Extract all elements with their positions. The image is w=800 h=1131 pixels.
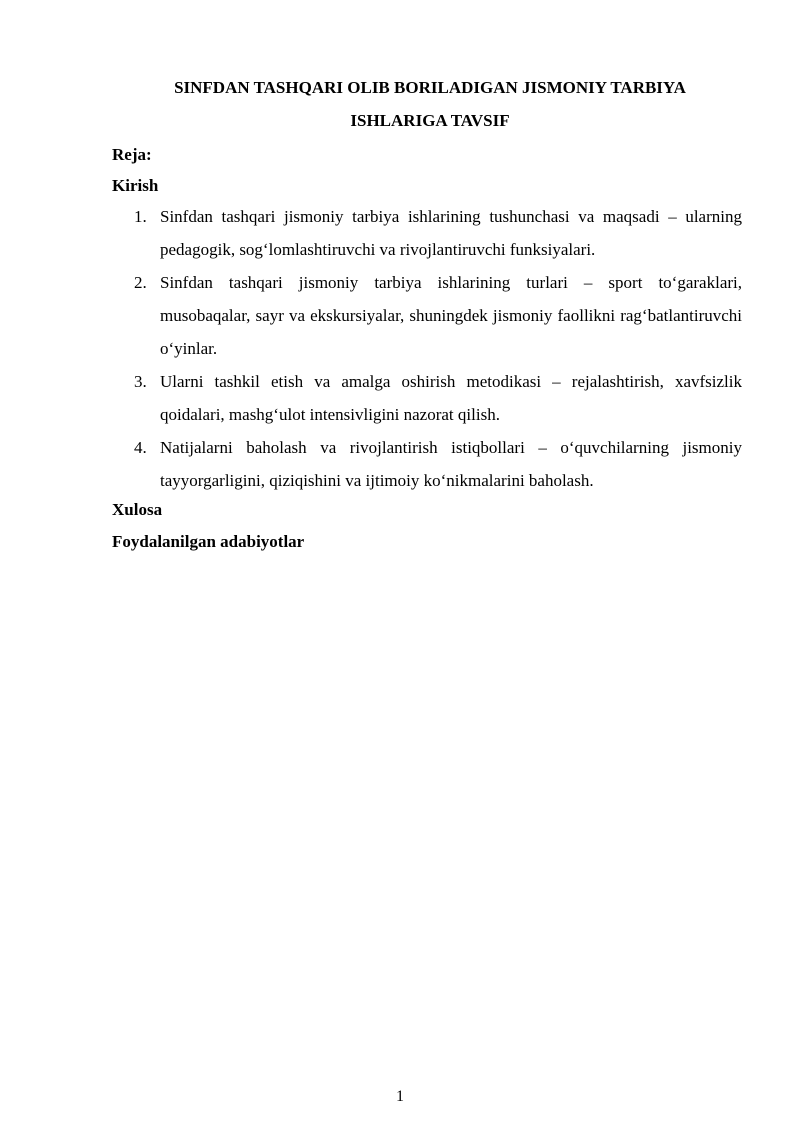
page-number: 1	[396, 1088, 404, 1105]
plan-item-1	[112, 200, 742, 266]
plan-item-3	[112, 365, 742, 431]
document-title	[110, 71, 750, 137]
references-heading: Foydalanilgan adabiyotlar	[112, 532, 305, 551]
title-line-2: ISHLARIGA TAVSIF	[350, 111, 510, 130]
plan-item-text: Sinfdan tashqari jismoniy tarbiya ishlarining turlari – sport to‘garaklari, musobaqalar, sayr va ekskursiyalar, shuningdek jismoniy faollikni rag‘batlantiruvchi o‘yinlar.	[160, 273, 742, 358]
plan-item-text: Sinfdan tashqari jismoniy tarbiya ishlarining tushunchasi va maqsadi – ularning pedagogik, sog‘lomlashtiruvchi va rivojlantiruvchi funksiyalari.	[160, 207, 742, 259]
plan-item-number: 4.	[134, 438, 147, 457]
plan-item-text: Natijalarni baholash va rivojlantirish istiqbollari – o‘quvchilarning jismoniy tayyorgarligini, qiziqishini va ijtimoiy ko‘nikmalarini baholash.	[160, 438, 742, 490]
plan-item-4	[112, 431, 742, 497]
plan-item-2	[112, 266, 742, 365]
plan-list	[112, 200, 742, 497]
plan-heading: Reja:	[112, 145, 152, 164]
plan-item-text: Ularni tashkil etish va amalga oshirish metodikasi – rejalashtirish, xavfsizlik qoidalari, mashg‘ulot intensivligini nazorat qilish.	[160, 372, 742, 424]
conclusion-heading: Xulosa	[112, 500, 163, 519]
plan-item-number: 3.	[134, 372, 147, 391]
plan-item-number: 1.	[134, 207, 147, 226]
intro-heading: Kirish	[112, 176, 159, 195]
title-line-1: SINFDAN TASHQARI OLIB BORILADIGAN JISMONIY TARBIYA	[174, 78, 686, 97]
plan-item-number: 2.	[134, 273, 147, 292]
